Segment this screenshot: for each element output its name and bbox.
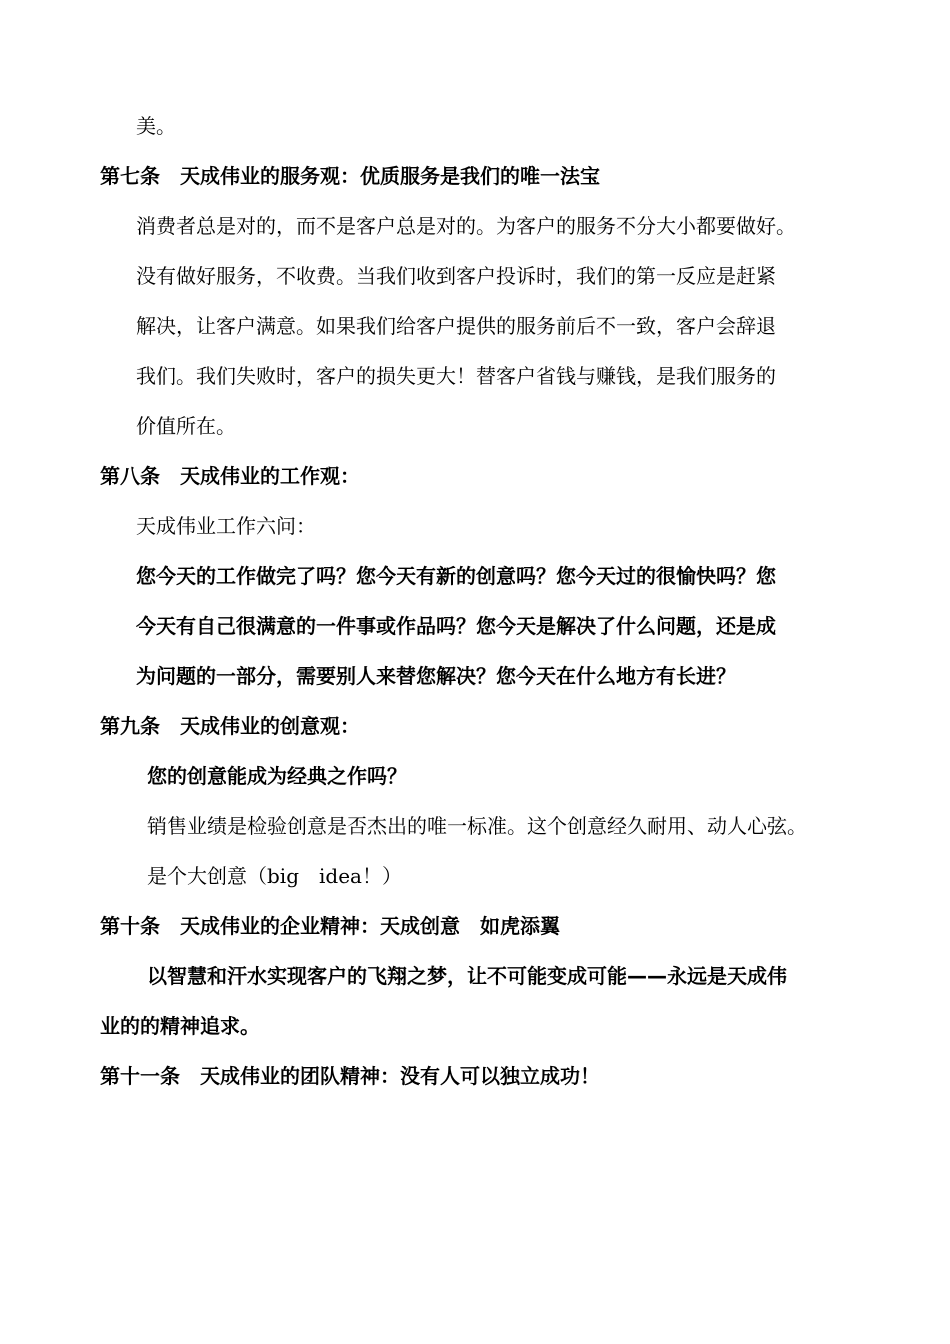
paragraph-line: 消费者总是对的，而不是客户总是对的。为客户的服务不分大小都要做好。 [136, 214, 796, 238]
paragraph-line-bold: 您今天的工作做完了吗？您今天有新的创意吗？您今天过的很愉快吗？您 [136, 564, 776, 588]
paragraph-line-bold: 业的的精神追求。 [100, 1014, 260, 1038]
paragraph-line: 美。 [136, 114, 176, 138]
article-8-heading: 第八条 天成伟业的工作观： [100, 464, 360, 488]
paragraph-line: 是个大创意（big idea！） [147, 864, 402, 888]
article-7-heading: 第七条 天成伟业的服务观：优质服务是我们的唯一法宝 [100, 164, 600, 188]
paragraph-line: 没有做好服务，不收费。当我们收到客户投诉时，我们的第一反应是赶紧 [136, 264, 776, 288]
paragraph-line: 解决，让客户满意。如果我们给客户提供的服务前后不一致，客户会辞退 [136, 314, 776, 338]
paragraph-line-bold: 为问题的一部分，需要别人来替您解决？您今天在什么地方有长进？ [136, 664, 736, 688]
paragraph-line: 价值所在。 [136, 414, 236, 438]
paragraph-line-bold: 今天有自己很满意的一件事或作品吗？您今天是解决了什么问题，还是成 [136, 614, 776, 638]
article-9-heading: 第九条 天成伟业的创意观： [100, 714, 360, 738]
paragraph-line-bold: 以智慧和汗水实现客户的飞翔之梦，让不可能变成可能——永远是天成伟 [147, 964, 787, 988]
paragraph-line: 天成伟业工作六问： [136, 514, 316, 538]
paragraph-line: 我们。我们失败时，客户的损失更大！替客户省钱与赚钱，是我们服务的 [136, 364, 776, 388]
article-11-heading: 第十一条 天成伟业的团队精神：没有人可以独立成功！ [100, 1064, 600, 1088]
article-10-heading: 第十条 天成伟业的企业精神：天成创意 如虎添翼 [100, 914, 560, 938]
paragraph-line: 销售业绩是检验创意是否杰出的唯一标准。这个创意经久耐用、动人心弦。 [147, 814, 807, 838]
paragraph-line-bold: 您的创意能成为经典之作吗？ [147, 764, 407, 788]
